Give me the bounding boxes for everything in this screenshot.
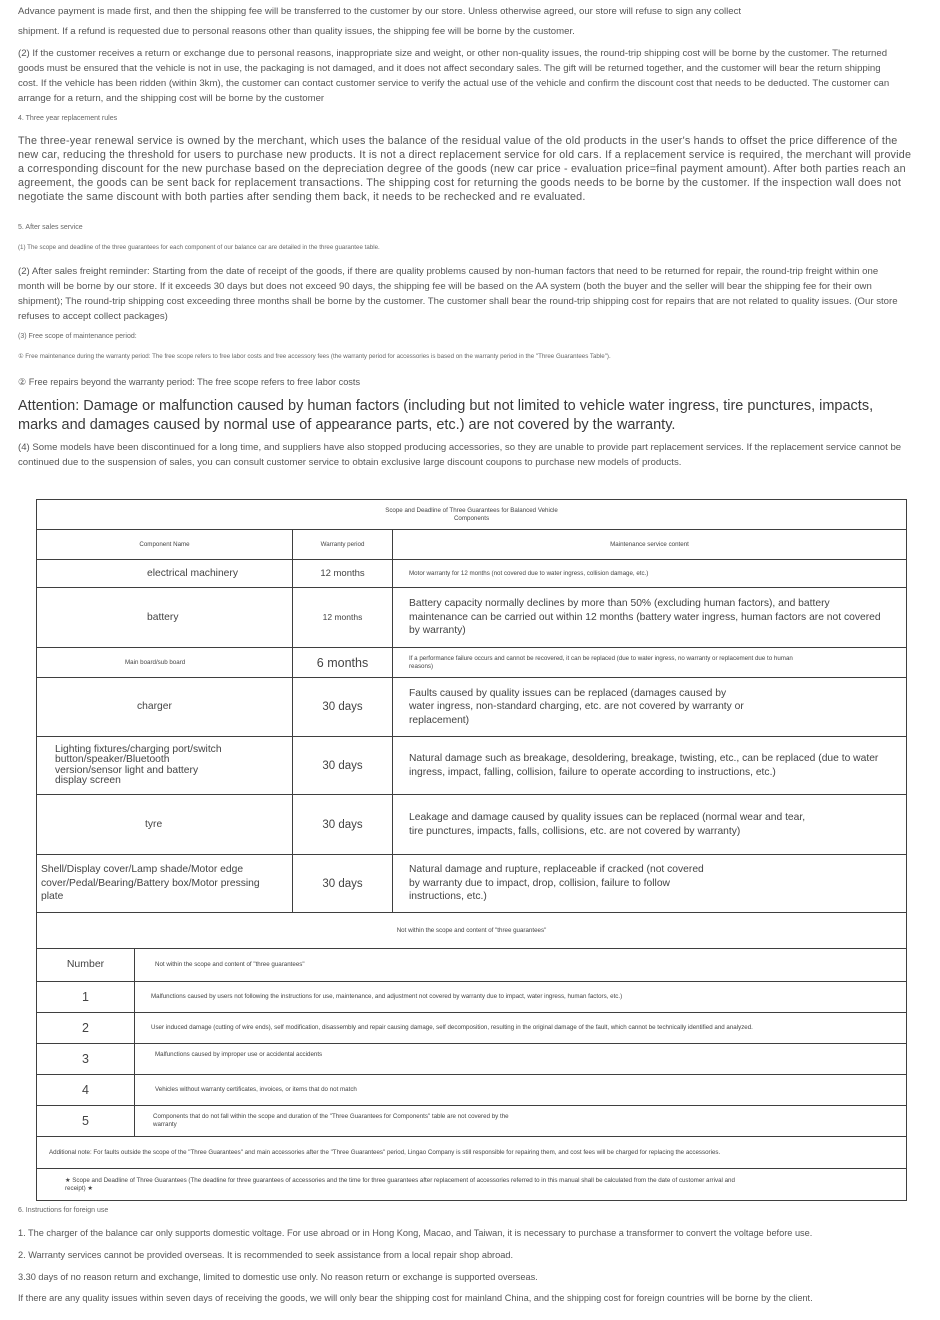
row-text: Malfunctions caused by improper use or accidental accidents [135, 1044, 907, 1075]
component-name: charger [37, 678, 293, 737]
section-6-item-3: 3.30 days of no reason return and exchange, limited to domestic use only. No reason return or exchange is supported overseas. [18, 1272, 538, 1282]
section-4-body: The three-year renewal service is owned by the merchant, which uses the balance of the residual value of the old products in the user's hands to offset the price difference of the new car, reducing the threshold for users to purchase new products. It is not a direct replacement service for old cars. If a replacement service is required, the merchant will provide a corresponding discount for the new purchase based on the depreciation degree of the goods (new car price - evaluation price=final payment amount). After both parties reach an agreement, the goods can be sent back for replacement transactions. The shipping cost for returning the goods needs to be borne by the customer. If the inspection wall does not negotiate the same discount with both parties after sending them back, it needs to be rechecked and re evaluated. [18, 135, 912, 203]
row-text: User induced damage (cutting of wire ends), self modification, disassembly and repair causing damage, self decomposition, resulting in the original damage of the fault, which cannot be technically identified and analyzed. [135, 1013, 907, 1044]
section-5-title: 5. After sales service [18, 224, 83, 231]
warranty-period: 12 months [293, 588, 393, 648]
maintenance-content: Natural damage and rupture, replaceable if cracked (not covered by warranty due to impact, drop, collision, failure to follow instructions, etc.) [393, 855, 907, 913]
component-name: Lighting fixtures/charging port/switch button/speaker/Bluetooth version/sensor light and battery display screen [37, 737, 293, 795]
header-maintenance-content: Maintenance service content [393, 530, 907, 560]
maintenance-content: Motor warranty for 12 months (not covered due to water ingress, collision damage, etc.) [393, 560, 907, 588]
nonscope-table [36, 948, 907, 1201]
table-row [37, 1044, 907, 1075]
table-row [37, 648, 907, 678]
table-row [37, 795, 907, 855]
section-5-item-4: (4) Some models have been discontinued for a long time, and suppliers have also stopped producing accessories, so they are unable to provide part replacement services. If the replacement service cannot be continued due to the suspension of sales, you can consult customer service to obtain exclusive large discount coupons to purchase new models of products. [18, 442, 902, 468]
section-4-title: 4. Three year replacement rules [18, 115, 118, 122]
row-number: 3 [37, 1044, 135, 1075]
section-5-item-1: (1) The scope and deadline of the three guarantees for each component of our balance car are detailed in the three guarantee table. [18, 244, 380, 251]
table-row [37, 1106, 907, 1137]
row-number: 2 [37, 1013, 135, 1044]
additional-note: Additional note: For faults outside the scope of the "Three Guarantees" and main accessories after the "Three Guarantees" period, Lingao Company is still responsible for repairing them, and cost fees will be charged for replacing the accessories. [37, 1137, 907, 1169]
nonscope-table-title: Not within the scope and content of "three guarantees" [37, 913, 907, 949]
intro-line-1: Advance payment is made first, and then the shipping fee will be transferred to the customer by our store. Unless otherwise agreed, our store will refuse to sign any collect [18, 6, 742, 17]
three-guarantees-table [36, 499, 907, 949]
row-text: Components that do not fall within the scope and duration of the "Three Guarantees for Components" table are not covered by the warranty [135, 1106, 907, 1137]
warranty-period: 30 days [293, 855, 393, 913]
component-name: Main board/sub board [37, 648, 293, 678]
table-row [37, 1013, 907, 1044]
star-note: ★ Scope and Deadline of Three Guarantees (The deadline for three guarantees of accessories and the time for three guarantees after replacement of accessories referred to in this manual shall be calculated from the date of customer arrival and receipt) ★ [37, 1169, 907, 1201]
maintenance-content: Leakage and damage caused by quality issues can be replaced (normal wear and tear, tire punctures, impacts, falls, collisions, etc. are not covered by warranty) [393, 795, 907, 855]
header-nonscope: Not within the scope and content of "three guarantees" [135, 949, 907, 982]
warranty-period: 12 months [293, 560, 393, 588]
component-name: tyre [37, 795, 293, 855]
guarantee-table-title: Scope and Deadline of Three Guarantees for Balanced Vehicle Components [37, 500, 907, 530]
header-number: Number [37, 949, 135, 982]
header-component-name: Component Name [37, 530, 293, 560]
table-row [37, 737, 907, 795]
warranty-period: 30 days [293, 795, 393, 855]
section-5-item-2: (2) After sales freight reminder: Starting from the date of receipt of the goods, if there are quality problems caused by non-human factors that need to be returned for repair, the round-trip freight within one month will be borne by our store. If it exceeds 30 days but does not exceed 90 days, the shipping fee will be based on the AA system (both the buyer and the seller will bear the shipping fee for their own shipment); The round-trip shipping cost exceeding three months shall be borne by the customer. The customer shall bear the round-trip shipping cost for repairs that are not related to quality issues. (Our store refuses to accept collect packages) [18, 266, 898, 322]
section-5-item-3b: ② Free repairs beyond the warranty period: The free scope refers to free labor costs [18, 377, 361, 387]
warranty-period: 30 days [293, 678, 393, 737]
table-row [37, 560, 907, 588]
row-number: 4 [37, 1075, 135, 1106]
attention-notice: Attention: Damage or malfunction caused by human factors (including but not limited to vehicle water ingress, tire punctures, impacts, marks and damages caused by normal use of appearance parts, etc.) are not covered by the warranty. [18, 398, 874, 433]
maintenance-content: If a performance failure occurs and cannot be recovered, it can be replaced (due to water ingress, no warranty or replacement due to human reasons) [393, 648, 907, 678]
maintenance-content: Faults caused by quality issues can be replaced (damages caused by water ingress, non-standard charging, etc. are not covered by warranty or replacement) [393, 678, 907, 737]
row-number: 1 [37, 982, 135, 1013]
table-row [37, 982, 907, 1013]
return-paragraph: (2) If the customer receives a return or exchange due to personal reasons, inappropriate size and weight, or other non-quality issues, the round-trip shipping cost will be borne by the customer. The returned goods must be ensured that the vehicle is not in use, the packaging is not damaged, and it does not affect secondary sales. The gift will be returned together, and the customer will bear the return shipping cost. If the vehicle has been ridden (within 3km), the customer can contact customer service to verify the actual use of the vehicle and confirm the discount cost that needs to be deducted. The customer can arrange for a return, and the shipping cost will be borne by the customer [18, 48, 890, 104]
component-name: battery [37, 588, 293, 648]
header-warranty-period: Warranty period [293, 530, 393, 560]
warranty-period: 30 days [293, 737, 393, 795]
table-row [37, 678, 907, 737]
section-6-item-1: 1. The charger of the balance car only supports domestic voltage. For use abroad or in Hong Kong, Macao, and Taiwan, it is necessary to purchase a transformer to convert the voltage before use. [18, 1228, 813, 1238]
section-5-item-3: (3) Free scope of maintenance period: [18, 333, 137, 340]
warranty-period: 6 months [293, 648, 393, 678]
intro-line-2: shipment. If a refund is requested due to personal reasons other than quality issues, the shipping fee will be borne by the customer. [18, 26, 575, 37]
table-row [37, 588, 907, 648]
component-name: electrical machinery [37, 560, 293, 588]
table-row [37, 855, 907, 913]
maintenance-content: Battery capacity normally declines by more than 50% (excluding human factors), and battery maintenance can be carried out within 12 months (battery water ingress, human factors are not covered by warranty) [393, 588, 907, 648]
row-number: 5 [37, 1106, 135, 1137]
section-6-item-4: If there are any quality issues within seven days of receiving the goods, we will only bear the shipping cost for mainland China, and the shipping cost for foreign countries will be borne by the client. [18, 1293, 813, 1303]
table-row [37, 1075, 907, 1106]
section-5-item-3a: ① Free maintenance during the warranty period: The free scope refers to free labor costs and free accessory fees (the warranty period for accessories is based on the warranty period in the "Three Guarantees Table"). [18, 353, 611, 360]
row-text: Malfunctions caused by users not following the instructions for use, maintenance, and adjustment not covered by warranty due to impact, water ingress, human factors, etc.) [135, 982, 907, 1013]
section-6-title: 6. Instructions for foreign use [18, 1207, 109, 1214]
row-text: Vehicles without warranty certificates, invoices, or items that do not match [135, 1075, 907, 1106]
maintenance-content: Natural damage such as breakage, desoldering, breakage, twisting, etc., can be replaced (due to water ingress, impact, falling, collision, failure to operate according to instructions, etc.) [393, 737, 907, 795]
component-name: Shell/Display cover/Lamp shade/Motor edge cover/Pedal/Bearing/Battery box/Motor pressing plate [37, 855, 293, 913]
section-6-item-2: 2. Warranty services cannot be provided overseas. It is recommended to seek assistance from a local repair shop abroad. [18, 1250, 514, 1260]
